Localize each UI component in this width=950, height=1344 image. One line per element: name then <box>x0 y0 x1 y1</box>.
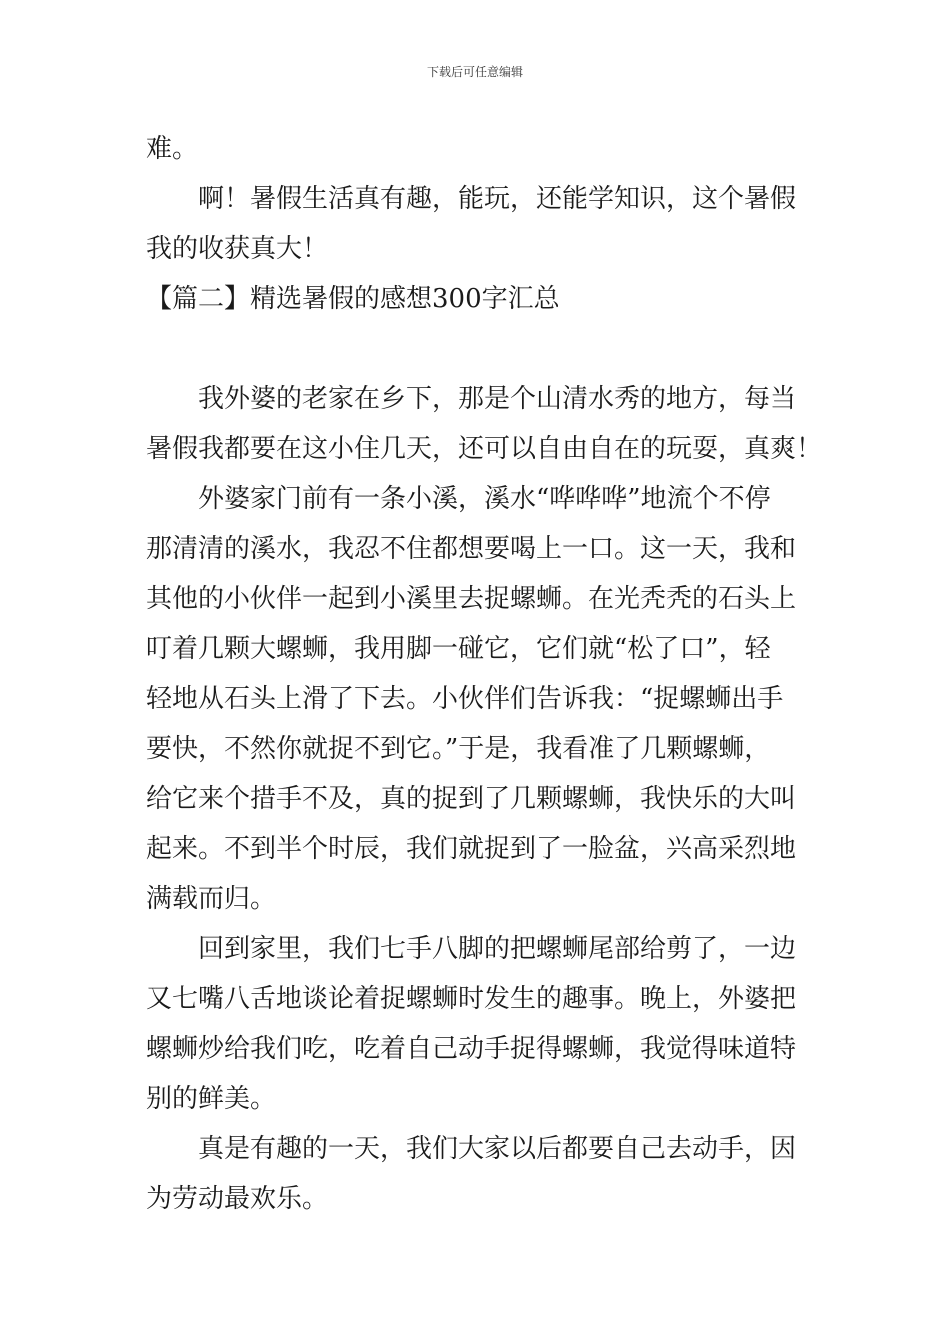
text-line-15: 满载而归。 <box>146 884 277 914</box>
text-line-10: 叮着几颗大螺蛳，我用脚一碰它，它们就“松了口”，轻 <box>146 634 771 664</box>
text-line-2: 啊！暑假生活真有趣，能玩，还能学知识，这个暑假 <box>198 184 797 214</box>
text-line-19: 别的鲜美。 <box>146 1084 277 1114</box>
text-line-14: 起来。不到半个时辰，我们就捉到了一脸盆，兴高采烈地 <box>146 834 797 864</box>
text-line-6: 暑假我都要在这小住几天，还可以自由自在的玩耍，真爽！ <box>146 434 823 464</box>
text-line-12: 要快，不然你就捉不到它。”于是，我看准了几颗螺蛳， <box>146 734 771 764</box>
text-line-13: 给它来个措手不及，真的捉到了几颗螺蛳，我快乐的大叫 <box>146 784 797 814</box>
text-line-21: 为劳动最欢乐。 <box>146 1184 329 1214</box>
section-heading: 【篇二】精选暑假的感想300字汇总 <box>146 284 560 314</box>
text-line-7: 外婆家门前有一条小溪，溪水“哗哗哗”地流个不停 <box>198 484 771 514</box>
text-line-17: 又七嘴八舌地谈论着捉螺蛳时发生的趣事。晚上，外婆把 <box>146 984 797 1014</box>
text-line-8: 那清清的溪水，我忍不住都想要喝上一口。这一天，我和 <box>146 534 797 564</box>
text-line-18: 螺蛳炒给我们吃，吃着自己动手捉得螺蛳，我觉得味道特 <box>146 1034 797 1064</box>
text-line-3: 我的收获真大！ <box>146 234 329 264</box>
text-line-1: 难。 <box>146 134 199 164</box>
text-line-20: 真是有趣的一天，我们大家以后都要自己去动手，因 <box>198 1134 797 1164</box>
page-header-note: 下载后可任意编辑 <box>426 65 523 79</box>
text-line-5: 我外婆的老家在乡下，那是个山清水秀的地方，每当 <box>198 384 797 414</box>
text-line-16: 回到家里，我们七手八脚的把螺蛳尾部给剪了，一边 <box>198 934 797 964</box>
text-line-9: 其他的小伙伴一起到小溪里去捉螺蛳。在光秃秃的石头上 <box>146 584 797 614</box>
text-line-11: 轻地从石头上滑了下去。小伙伴们告诉我：“捉螺蛳出手 <box>146 684 784 714</box>
